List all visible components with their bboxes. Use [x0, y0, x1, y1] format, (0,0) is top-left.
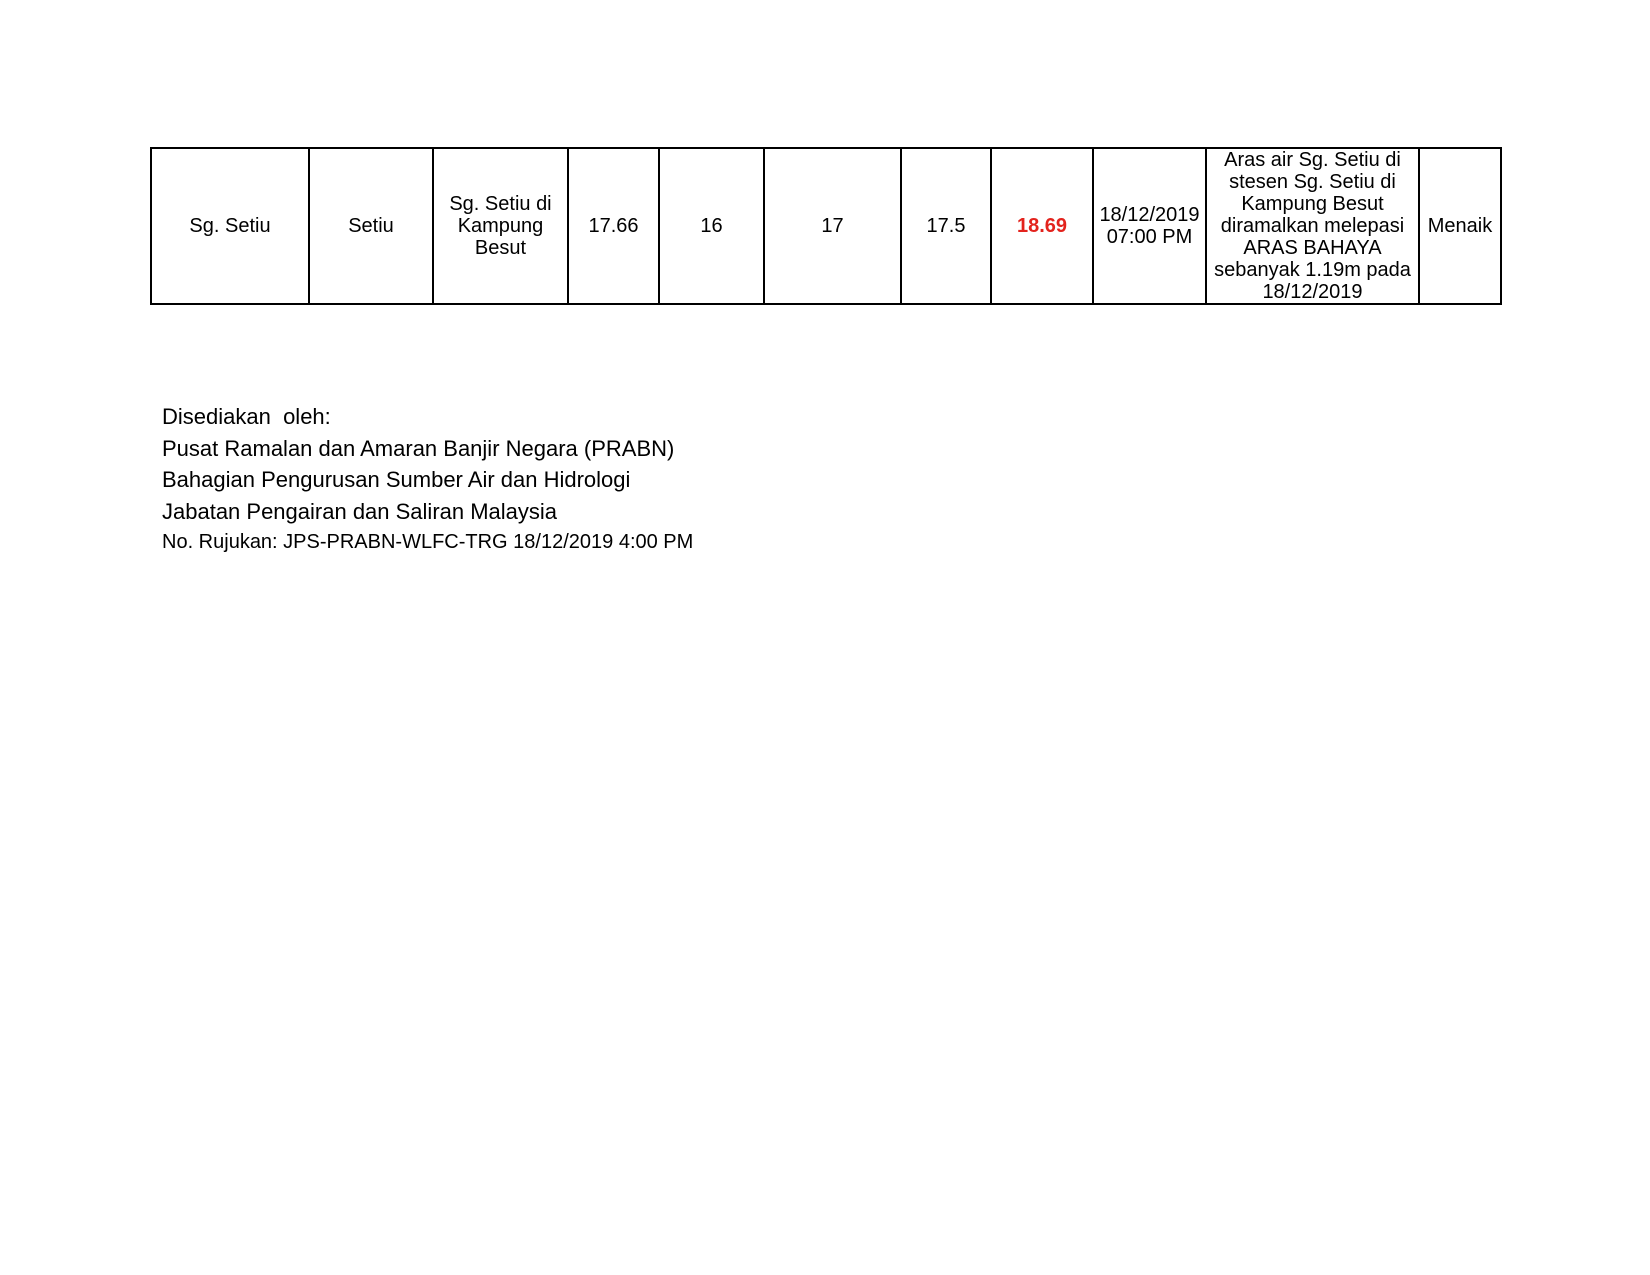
- cell-trend: Menaik: [1419, 148, 1501, 304]
- cell-station-name: Sg. Setiu di Kampung Besut: [433, 148, 568, 304]
- footer-line-prepared-by: Disediakan oleh:: [162, 404, 331, 429]
- cell-district: Setiu: [309, 148, 433, 304]
- cell-forecast-level: 18.69: [991, 148, 1093, 304]
- cell-alert-level: 16: [659, 148, 764, 304]
- table-row: [151, 148, 1501, 304]
- cell-warning-level: 17: [764, 148, 901, 304]
- footer-line-reference-number: No. Rujukan: JPS-PRABN-WLFC-TRG 18/12/2019 4:00 PM: [162, 531, 694, 553]
- cell-remarks: Aras air Sg. Setiu di stesen Sg. Setiu di Kampung Besut diramalkan melepasi ARAS BAHAYA sebanyak 1.19m pada 18/12/2019: [1206, 148, 1419, 304]
- cell-normal-level: 17.66: [568, 148, 659, 304]
- footer-line-org-2: Bahagian Pengurusan Sumber Air dan Hidrologi: [162, 467, 631, 492]
- water-level-table: [150, 147, 1502, 305]
- cell-forecast-datetime: 18/12/2019 07:00 PM: [1093, 148, 1206, 304]
- footer-line-org-1: Pusat Ramalan dan Amaran Banjir Negara (PRABN): [162, 435, 675, 461]
- prepared-by-block: [162, 401, 693, 557]
- footer-line-org-3: Jabatan Pengairan dan Saliran Malaysia: [162, 498, 558, 524]
- cell-river-name: Sg. Setiu: [151, 148, 309, 304]
- cell-danger-level: 17.5: [901, 148, 991, 304]
